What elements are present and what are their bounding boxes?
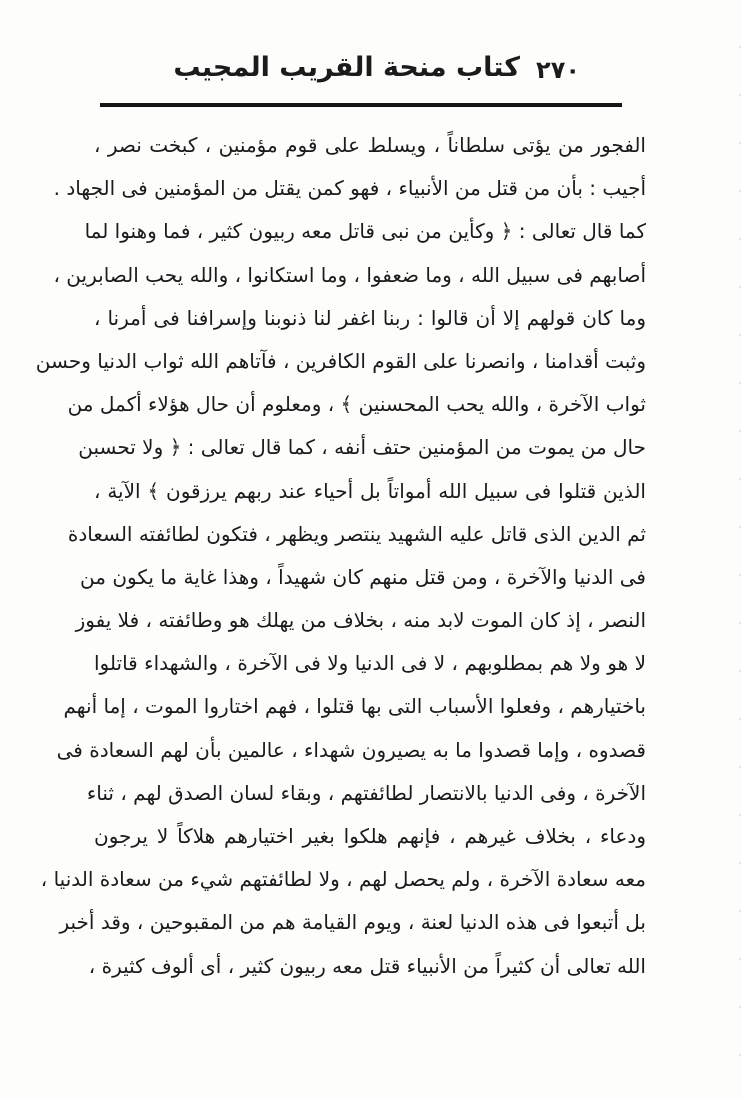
- page-number: ٢٧٠: [536, 56, 580, 84]
- text-line: ثم الدين الذى قاتل عليه الشهيد ينتصر ويظهر ، فتكون لطائفته السعادة: [67, 521, 646, 546]
- text-line: ثواب الآخرة ، والله يحب المحسنين ﴾ ، ومعلوم أن حال هؤلاء أكمل من: [67, 392, 646, 417]
- body-text: [35, 124, 646, 988]
- text-line: وما كان قولهم إلا أن قالوا : ربنا اغفر لنا ذنوبنا وإسرافنا فى أمرنا ،: [94, 305, 646, 330]
- text-line: أصابهم فى سبيل الله ، وما ضعفوا ، وما استكانوا ، والله يحب الصابرين ،: [53, 262, 646, 287]
- text-line: معه سعادة الآخرة ، ولم يحصل لهم ، ولا لطائفتهم شيء من سعادة الدنيا ،: [40, 867, 646, 892]
- header-rule: [100, 103, 622, 107]
- text-line: باختيارهم ، وفعلوا الأسباب التى بها قتلوا ، فهم اختاروا الموت ، إما أنهم: [63, 694, 646, 719]
- text-line: كما قال تعالى : ﴿ وكأين من نبى قاتل معه ربيون كثير ، فما وهنوا لما: [84, 219, 646, 244]
- book-title: كتاب منحة القريب المجيب: [173, 52, 520, 83]
- text-line: قصدوه ، وإما قصدوا ما به يصيرون شهداء ، عالمين بأن لهم السعادة فى: [56, 737, 646, 762]
- text-line: الفجور من يؤتى سلطاناً ، ويسلط على قوم مؤمنين ، كبخت نصر ،: [94, 133, 646, 157]
- text-line: النصر ، إذ كان الموت لابد منه ، بخلاف من يهلك هو وطائفته ، فلا يفوز: [75, 608, 646, 633]
- text-line: ودعاء ، بخلاف غيرهم ، فإنهم هلكوا بغير اختيارهم هلاكاً لا يرجون: [94, 824, 646, 848]
- text-line: فى الدنيا والآخرة ، ومن قتل منهم كان شهيداً ، وهذا غاية ما يكون من: [80, 564, 646, 589]
- text-line: الله تعالى أن كثيراً من الأنبياء قتل معه ربيون كثير ، أى ألوف كثيرة ،: [88, 953, 646, 978]
- text-line: وثبت أقدامنا ، وانصرنا على القوم الكافرين ، فآتاهم الله ثواب الدنيا وحسن: [35, 348, 646, 373]
- scan-edge-artifact: [739, 0, 741, 1100]
- text-line: الذين قتلوا فى سبيل الله أمواتاً بل أحياء عند ربهم يرزقون ﴾ الآية ،: [94, 478, 646, 503]
- text-line: أجيب : بأن من قتل من الأنبياء ، فهو كمن يقتل من المؤمنين فى الجهاد .: [53, 176, 646, 201]
- page-header: [0, 0, 742, 110]
- text-line: الآخرة ، وفى الدنيا بالانتصار لطائفتهم ، وبقاء لسان الصدق لهم ، ثناء: [86, 780, 646, 805]
- text-line: بل أتبعوا فى هذه الدنيا لعنة ، ويوم القيامة هم من المقبوحين ، وقد أخبر: [59, 910, 646, 935]
- text-line: حال من يموت من المؤمنين حتف أنفه ، كما قال تعالى : ﴿ ولا تحسبن: [78, 435, 646, 460]
- text-line: لا هو ولا هم بمطلوبهم ، لا فى الدنيا ولا فى الآخرة ، والشهداء قاتلوا: [94, 651, 646, 676]
